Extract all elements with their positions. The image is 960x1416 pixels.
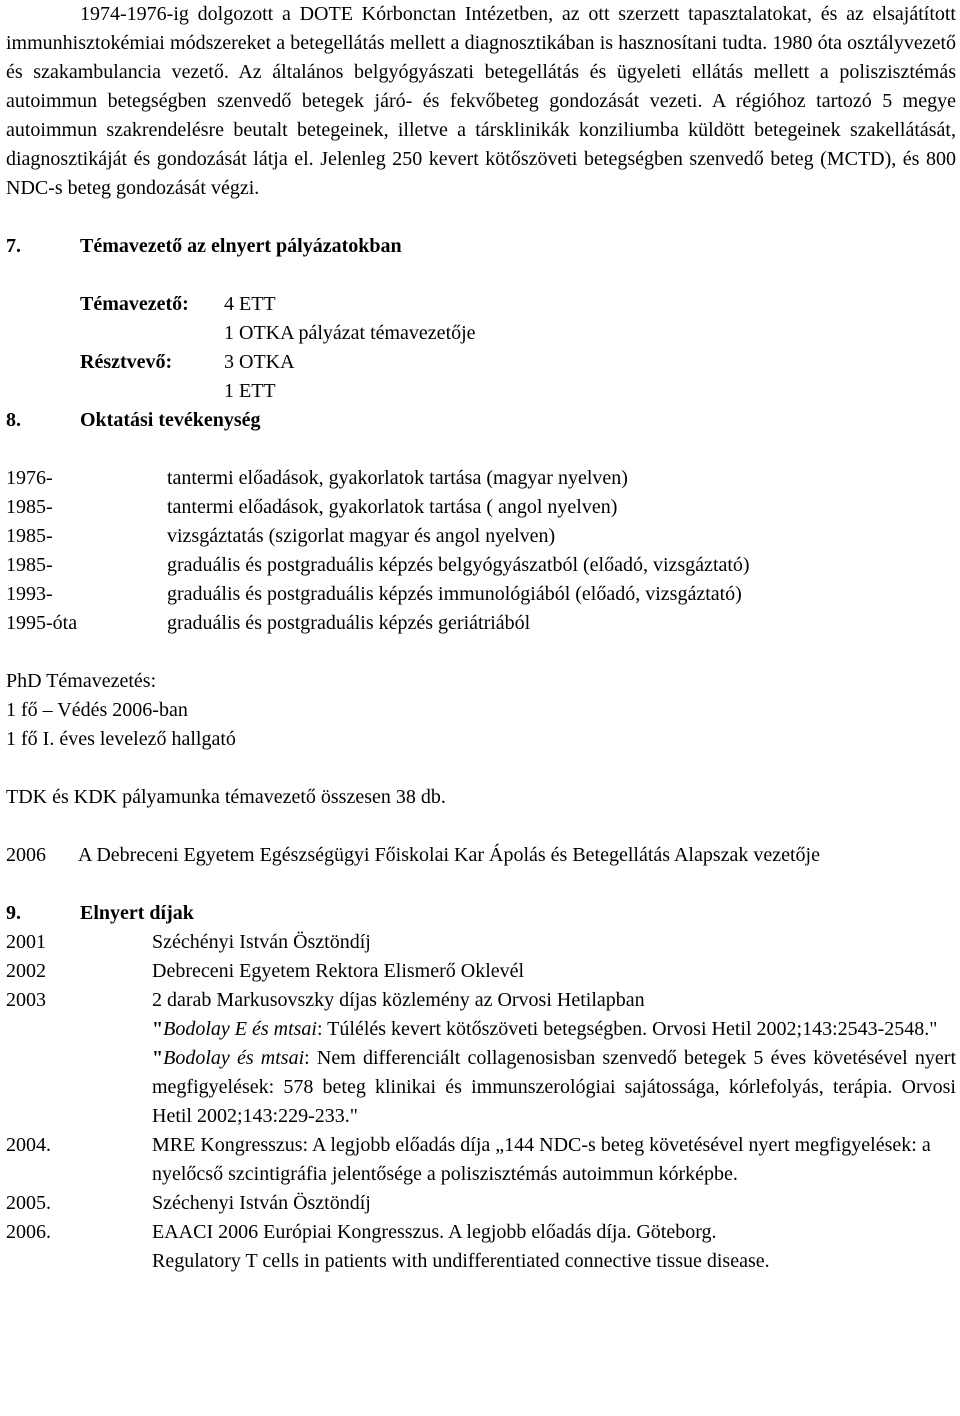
award-text: MRE Kongresszus: A legjobb előadás díja „144 NDC-s beteg követésével nyert megfigyelések: a nyelőcső szcintigráfia jelentősége a poliszisztémás autoimmun kórképbe. bbox=[152, 1134, 931, 1185]
phd-item: 1 fő – Védés 2006-ban bbox=[6, 699, 188, 721]
grant-label: Résztvevő: bbox=[80, 351, 173, 373]
teaching-item bbox=[6, 522, 956, 551]
award-item bbox=[6, 1189, 956, 1218]
grant-label bbox=[80, 377, 224, 406]
grant-label bbox=[80, 319, 224, 348]
award-item bbox=[6, 957, 956, 986]
teaching-text: tantermi előadások, gyakorlatok tartása (magyar nyelven) bbox=[167, 467, 628, 489]
department-text: A Debreceni Egyetem Egészségügyi Főiskolai Kar Ápolás és Betegellátás Alapszak vezetője bbox=[78, 844, 820, 866]
section-7-heading bbox=[6, 232, 956, 261]
award-detail: Regulatory T cells in patients with undifferentiated connective tissue disease. bbox=[152, 1250, 770, 1272]
grant-row bbox=[80, 348, 956, 377]
department-lead bbox=[6, 841, 956, 870]
phd-item: 1 fő I. éves levelező hallgató bbox=[6, 728, 236, 750]
award-item bbox=[6, 986, 956, 1131]
teaching-item bbox=[6, 580, 956, 609]
award-text: Széchenyi István Ösztöndíj bbox=[152, 1192, 371, 1214]
award-text: Debreceni Egyetem Rektora Elismerő Oklevél bbox=[152, 960, 525, 982]
grant-label: Témavezető: bbox=[80, 293, 189, 315]
publication-details: : Túlélés kevert kötőszöveti betegségben. Orvosi Hetil 2002;143:2543-2548." bbox=[316, 1018, 938, 1040]
teaching-text: graduális és postgraduális képzés immunológiából (előadó, vizsgáztató) bbox=[167, 583, 742, 605]
award-text: Széchényi István Ösztöndíj bbox=[152, 931, 371, 953]
publication-authors: Bodolay E és mtsai bbox=[163, 1018, 317, 1040]
section-9-number: 9. bbox=[6, 902, 21, 924]
tdk-summary: TDK és KDK pályamunka témavezető összesen 38 db. bbox=[6, 786, 446, 808]
grant-row bbox=[80, 290, 956, 319]
teaching-text: tantermi előadások, gyakorlatok tartása ( angol nyelven) bbox=[167, 496, 618, 518]
award-text: 2 darab Markusovszky díjas közlemény az Orvosi Hetilapban bbox=[152, 989, 645, 1011]
publication-citation bbox=[152, 1015, 956, 1044]
quote-open: " bbox=[152, 1018, 164, 1040]
section-8-heading bbox=[6, 406, 956, 435]
teaching-item bbox=[6, 609, 956, 638]
document-page bbox=[6, 0, 956, 1276]
teaching-list bbox=[6, 464, 956, 638]
grant-value: 1 ETT bbox=[224, 380, 276, 402]
grant-value: 1 OTKA pályázat témavezetője bbox=[224, 322, 476, 344]
section-9-heading bbox=[6, 899, 956, 928]
awards-list bbox=[6, 928, 956, 1276]
grant-row bbox=[80, 319, 956, 348]
publication-citation bbox=[152, 1044, 956, 1131]
teaching-text: vizsgáztatás (szigorlat magyar és angol nyelven) bbox=[167, 525, 556, 547]
teaching-year: 1995-óta bbox=[6, 612, 78, 634]
grant-value: 3 OTKA bbox=[224, 351, 295, 373]
teaching-text: graduális és postgraduális képzés belgyógyászatból (előadó, vizsgáztató) bbox=[167, 554, 750, 576]
teaching-year: 1985- bbox=[6, 496, 53, 518]
intro-paragraph: 1974-1976-ig dolgozott a DOTE Kórbonctan Intézetben, az ott szerzett tapasztalatokat, és az elsajátított immunhisztokémiai módszereket a betegellátás mellett a diagnosztikában is hasznosítani tudta. 1980 óta osztályvezető és szakambulancia vezető. Az általános belgyógyászati betegellátás és ügyeleti ellátás mellett a poliszisztémás autoimmun betegségben szenvedő betegek járó- és fekvőbeteg gondozását vezeti. A régióhoz tartozó 5 megye autoimmun szakrendelésre beutalt betegeinek, illetve a társklinikák konziliumba küldött betegeinek szakellátását, diagnosztikáját és gondozását látja el. Jelenleg 250 kevert kötőszöveti betegségben szenvedő beteg (MCTD), és 800 NDC-s beteg gondozását végzi. bbox=[6, 3, 956, 199]
award-item bbox=[6, 1218, 956, 1276]
grant-row bbox=[80, 377, 956, 406]
teaching-year: 1985- bbox=[6, 554, 53, 576]
section-7-number: 7. bbox=[6, 235, 21, 257]
department-year: 2006 bbox=[6, 844, 46, 866]
phd-heading: PhD Témavezetés: bbox=[6, 670, 157, 692]
award-item bbox=[6, 1131, 956, 1189]
teaching-item bbox=[6, 493, 956, 522]
section-8-title: Oktatási tevékenység bbox=[80, 409, 261, 431]
teaching-year: 1985- bbox=[6, 525, 53, 547]
award-text: EAACI 2006 Európiai Kongresszus. A legjobb előadás díja. Göteborg. bbox=[152, 1221, 717, 1243]
publication-authors: Bodolay és mtsai bbox=[163, 1047, 305, 1069]
section-9-title: Elnyert díjak bbox=[80, 902, 194, 924]
award-year: 2004. bbox=[6, 1134, 51, 1156]
grant-value: 4 ETT bbox=[224, 293, 276, 315]
section-8-number: 8. bbox=[6, 409, 21, 431]
award-item bbox=[6, 928, 956, 957]
quote-open: " bbox=[152, 1047, 164, 1069]
grant-list bbox=[80, 290, 956, 406]
teaching-item bbox=[6, 464, 956, 493]
teaching-item bbox=[6, 551, 956, 580]
publication-details: : Nem differenciált collagenosisban szenvedő betegek 5 éves követésével nyert megfigyelések: 578 beteg klinikai és immunszerológiai sajátossága, kórlefolyás, terápia. Orvosi Hetil 2002;143:229-233." bbox=[152, 1047, 956, 1127]
teaching-text: graduális és postgraduális képzés geriátriából bbox=[167, 612, 531, 634]
teaching-year: 1976- bbox=[6, 467, 53, 489]
award-year: 2005. bbox=[6, 1192, 51, 1214]
award-year: 2002 bbox=[6, 960, 46, 982]
section-7-title: Témavezető az elnyert pályázatokban bbox=[80, 235, 402, 257]
award-year: 2006. bbox=[6, 1221, 51, 1243]
award-year: 2001 bbox=[6, 931, 46, 953]
award-year: 2003 bbox=[6, 989, 46, 1011]
teaching-year: 1993- bbox=[6, 583, 53, 605]
